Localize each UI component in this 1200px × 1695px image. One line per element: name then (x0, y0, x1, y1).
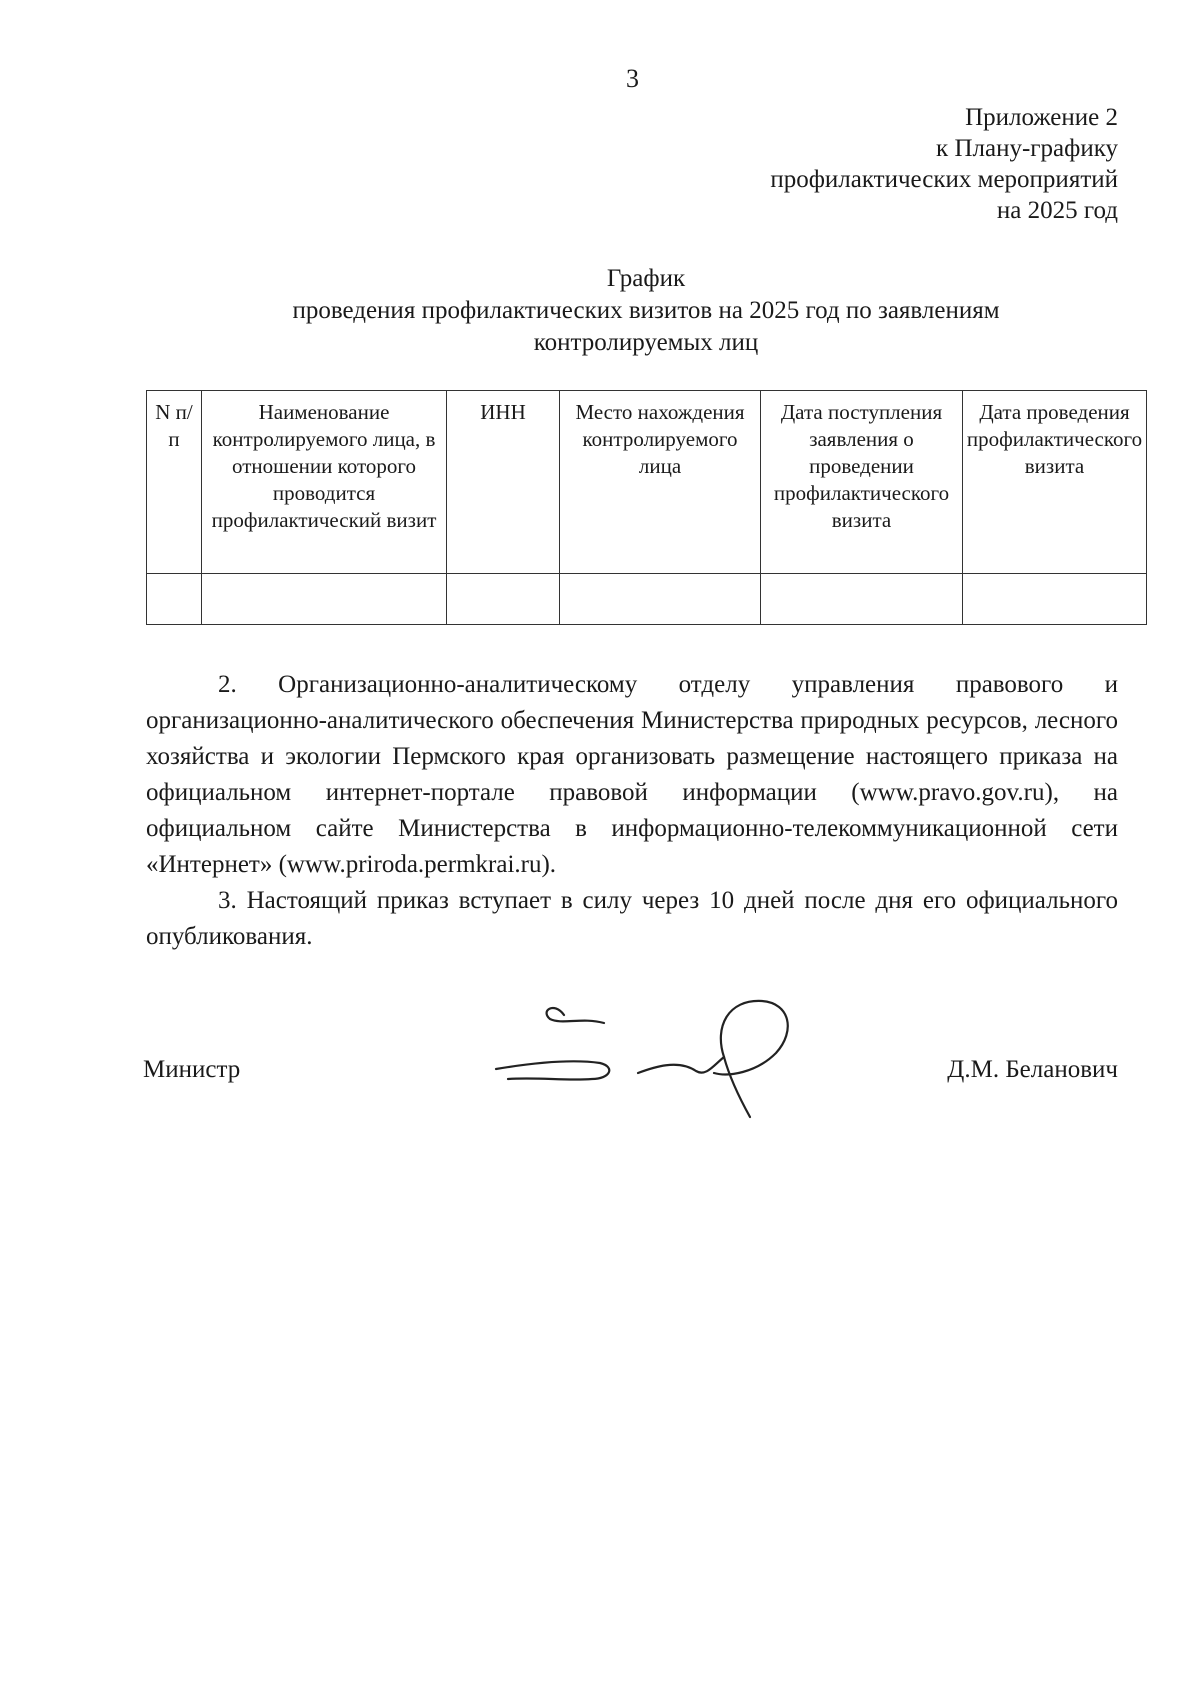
table-cell (560, 574, 761, 625)
column-header-inn: ИНН (447, 391, 560, 574)
title-heading: График (606, 265, 686, 292)
appendix-line: Приложение 2 (965, 104, 1118, 131)
appendix-reference (770, 102, 1118, 226)
appendix-line: на 2025 год (996, 197, 1118, 224)
table-row (147, 574, 1147, 625)
column-header-location: Место нахождения контролируемого лица (560, 391, 761, 574)
signatory-position: Министр (143, 1056, 241, 1083)
document-title (146, 263, 1146, 359)
column-header-application-date: Дата поступления заявления о проведении профилактического визита (761, 391, 963, 574)
table-cell (202, 574, 447, 625)
body-text (146, 667, 1118, 955)
paragraph-effective-date: 3. Настоящий приказ вступает в силу через 10 дней после дня его официального опубликования. (146, 887, 1118, 950)
signatory-name: Д.М. Беланович (947, 1056, 1118, 1083)
table-cell (147, 574, 202, 625)
column-header-visit-date: Дата проведения профилактического визита (963, 391, 1147, 574)
schedule-table (146, 390, 1147, 625)
appendix-line: профилактических мероприятий (770, 166, 1118, 193)
table-cell (963, 574, 1147, 625)
table-header-row (147, 391, 1147, 574)
column-header-name: Наименование контролируемого лица, в отношении которого проводится профилактический визит (202, 391, 447, 574)
table-cell (761, 574, 963, 625)
page-number: 3 (626, 64, 639, 93)
handwritten-signature (492, 993, 812, 1123)
paragraph-publication: 2. Организационно-аналитическому отделу управления правового и организационно-аналитического обеспечения Министерства природных ресурсов, лесного хозяйства и экологии Пермского края организовать размещение настоящего приказа на официальном интернет-портале правовой информации (www.pravo.gov.ru), на официальном сайте Министерства в информационно-телекоммуникационной сети «Интернет» (www.priroda.permkrai.ru). (146, 671, 1118, 878)
title-subtitle: проведения профилактических визитов на 2025 год по заявлениям (292, 297, 1000, 324)
table-cell (447, 574, 560, 625)
column-header-number: N п/п (147, 391, 202, 574)
appendix-line: к Плану-графику (936, 135, 1118, 162)
title-subtitle: контролируемых лиц (533, 329, 759, 356)
